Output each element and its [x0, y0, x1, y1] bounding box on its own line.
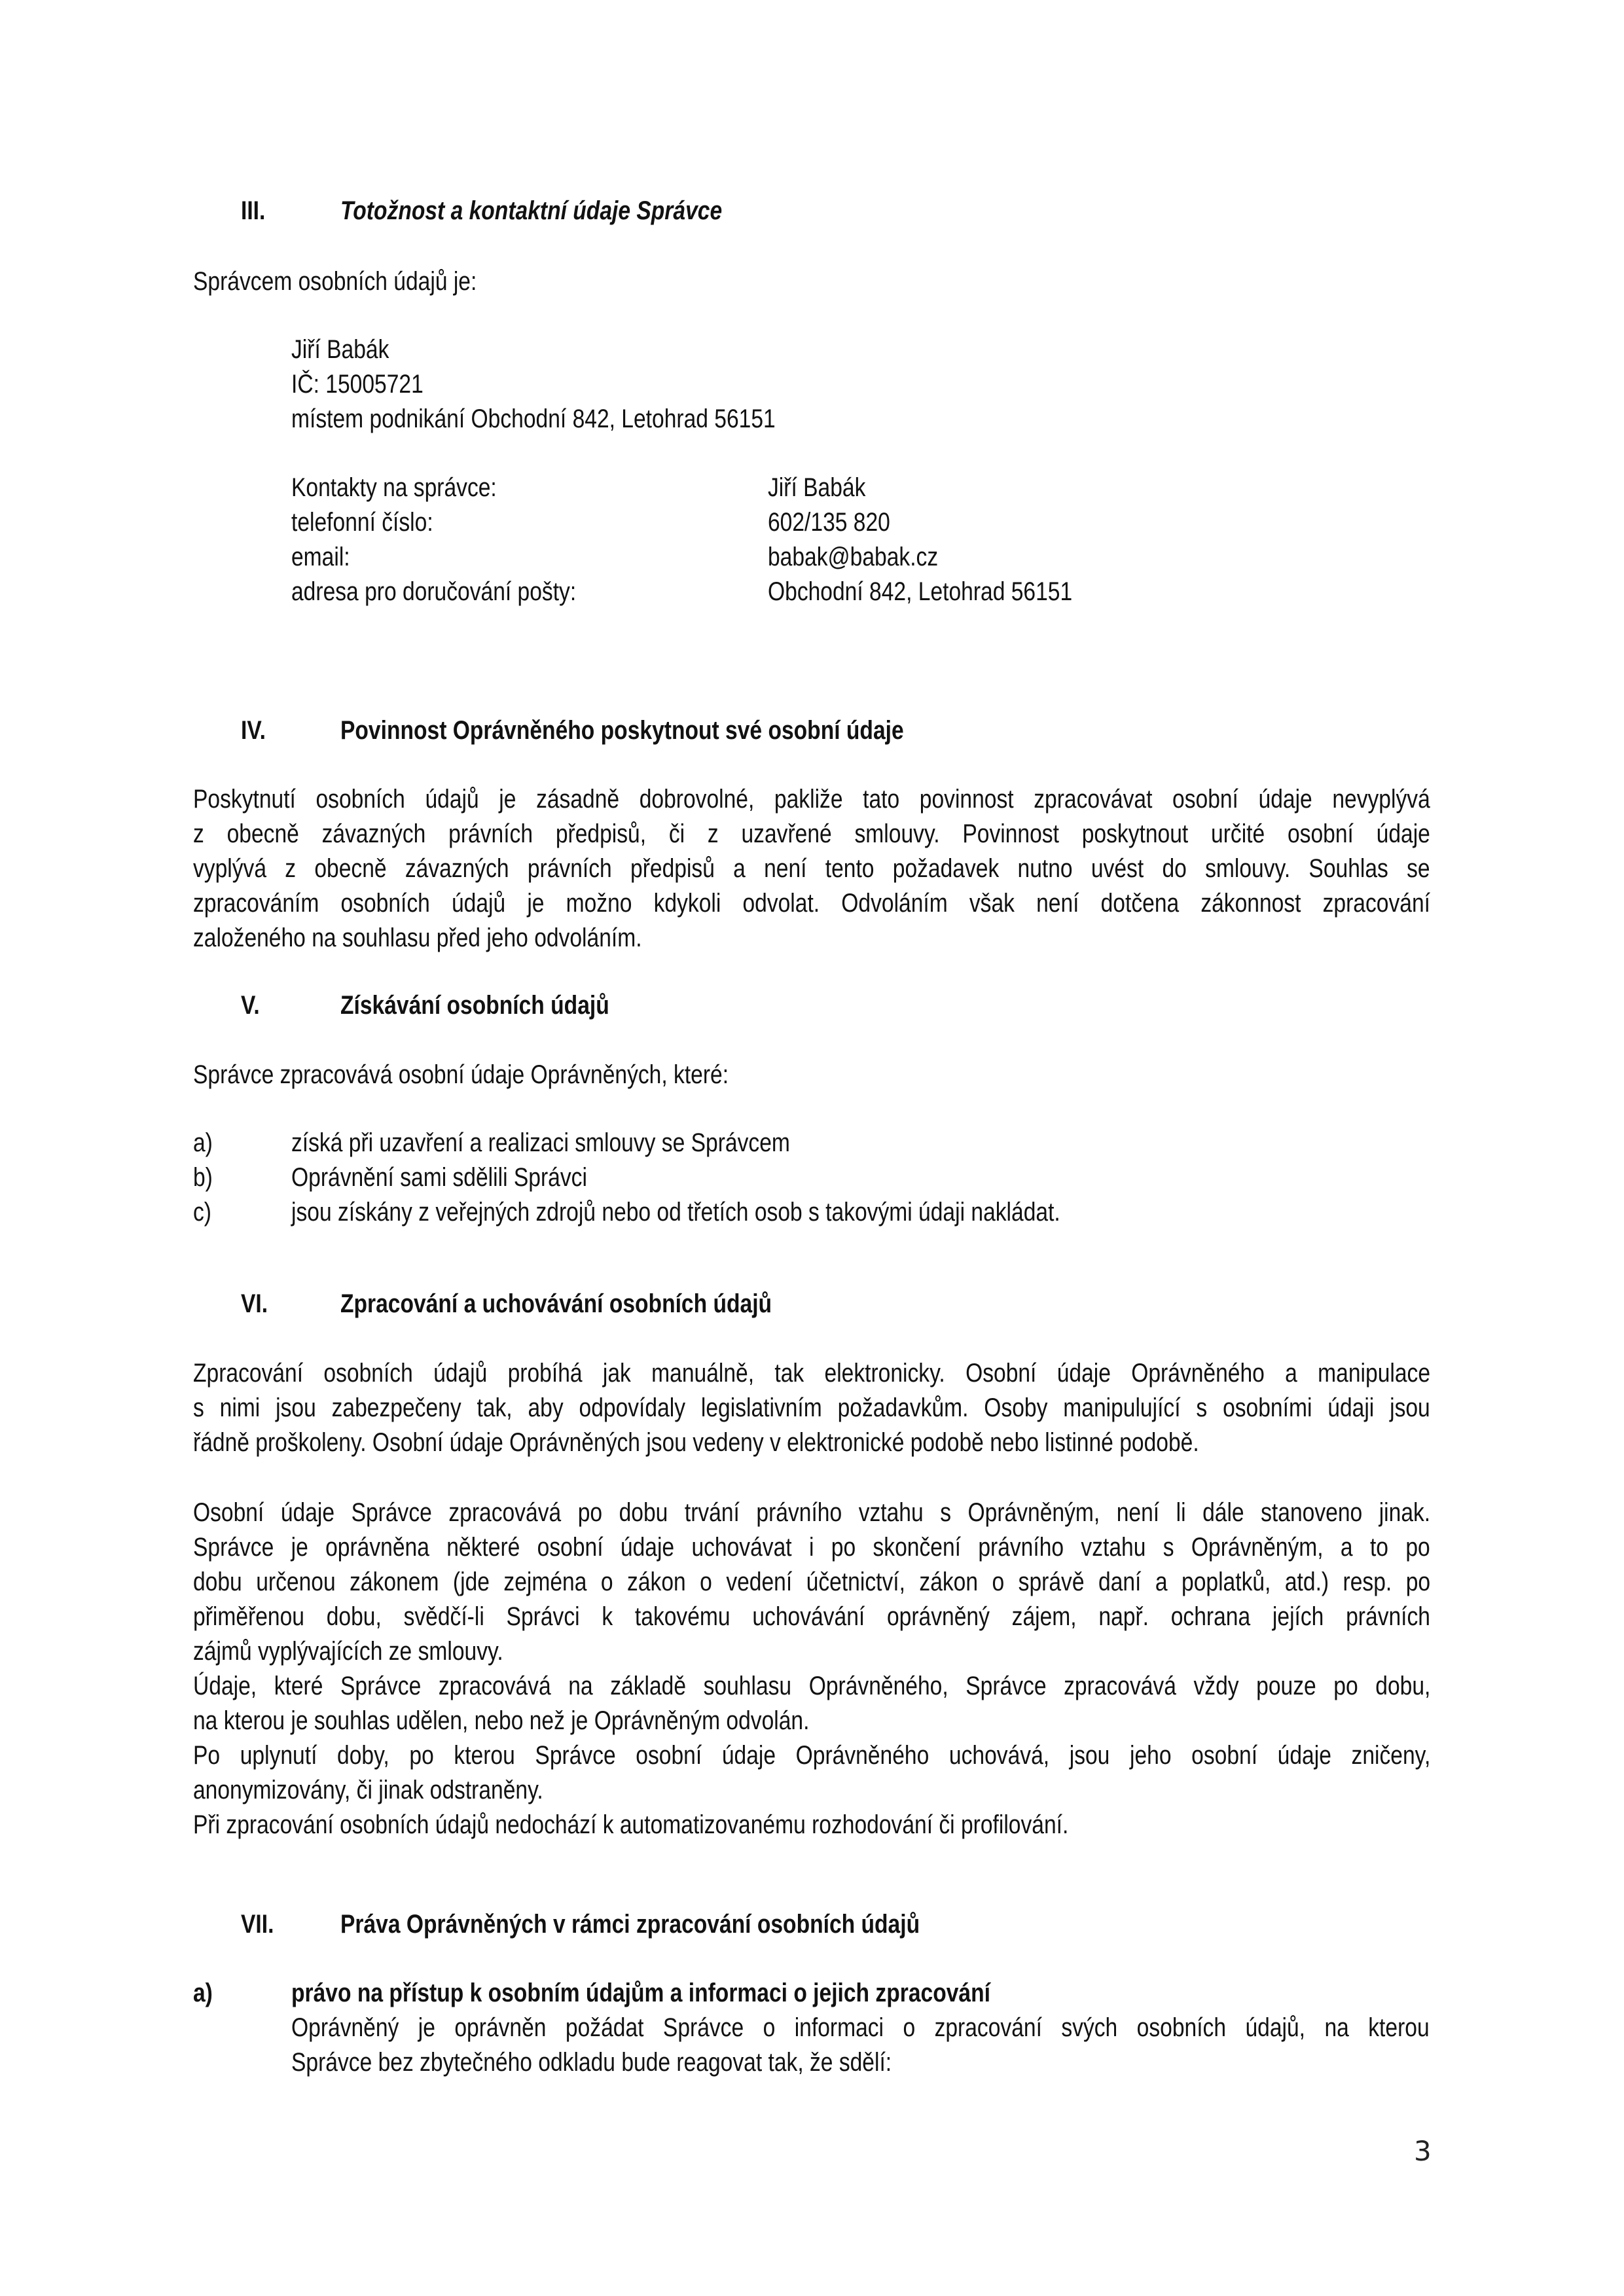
phone-value: 602/135 820	[768, 508, 890, 537]
section-6-p2-line: Při zpracování osobních údajů nedochází k automatizovanému rozhodování či profilování.	[193, 1810, 1069, 1839]
list-item-text: získá při uzavření a realizaci smlouvy se Správcem	[291, 1128, 790, 1157]
section-6-title: Zpracování a uchovávání osobních údajů	[340, 1289, 772, 1318]
section-5-number: V.	[241, 991, 260, 1020]
section-5-title: Získávání osobních údajů	[340, 991, 609, 1020]
list-item-text: jsou získány z veřejných zdrojů nebo od třetích osob s takovými údaji nakládat.	[291, 1198, 1060, 1227]
controller-ico: IČ: 15005721	[291, 370, 424, 399]
section-3-title: Totožnost a kontaktní údaje Správce	[340, 196, 723, 225]
section-4-number: IV.	[241, 716, 266, 745]
section-6-p1-line: Zpracování osobních údajů probíhá jak manuálně, tak elektronicky. Osobní údaje Oprávněného a manipulace	[193, 1359, 1431, 1388]
section-6-p1-line: s nimi jsou zabezpečeny tak, aby odpovídaly legislativním požadavkům. Osoby manipulující s osobními údaji jsou	[193, 1393, 1430, 1422]
page-number: 3	[1414, 2135, 1432, 2167]
list-item-label: a)	[193, 1128, 213, 1157]
section-4-line: Poskytnutí osobních údajů je zásadně dobrovolné, pakliže tato povinnost zpracovávat osobní údaje nevyplývá	[193, 785, 1430, 814]
postal-address-value: Obchodní 842, Letohrad 56151	[768, 577, 1073, 606]
section-6-number: VI.	[241, 1289, 268, 1318]
email-label: email:	[291, 543, 350, 571]
section-6-p2-line: přiměřenou dobu, svědčí-li Správci k takovému uchovávání oprávněný zájem, např. ochrana jejích právních	[193, 1602, 1430, 1631]
section-6-p2-line: zájmů vyplývajících ze smlouvy.	[193, 1637, 503, 1666]
list-item-text: Oprávnění sami sdělili Správci	[291, 1163, 587, 1192]
section-7-number: VII.	[241, 1910, 274, 1939]
section-6-p2-line: na kterou je souhlas udělen, nebo než je Oprávněným odvolán.	[193, 1706, 810, 1735]
contact-label: Kontakty na správce:	[291, 473, 497, 502]
right-a-label: a)	[193, 1979, 213, 2007]
right-a-line: Správce bez zbytečného odkladu bude reagovat tak, že sdělí:	[291, 2048, 892, 2077]
section-6-p2-line: dobu určenou zákonem (jde zejména o zákon o vedení účetnictví, zákon o správě daní a poplatků, atd.) resp. po	[193, 1568, 1431, 1596]
email-link[interactable]: babak@babak.cz	[768, 543, 939, 571]
list-item-label: c)	[193, 1198, 211, 1227]
section-4-line: zpracováním osobních údajů je možno kdykoli odvolat. Odvoláním však není dotčena zákonnost zpracování	[193, 889, 1430, 918]
section-7-title: Práva Oprávněných v rámci zpracování osobních údajů	[340, 1910, 920, 1939]
contact-value: Jiří Babák	[768, 473, 866, 502]
section-4-line: vyplývá z obecně závazných právních předpisů a není tento požadavek nutno uvést do smlouvy. Souhlas se	[193, 854, 1430, 883]
section-6-p2-line: Údaje, které Správce zpracovává na základě souhlasu Oprávněného, Správce zpracovává vždy pouze po dobu,	[193, 1672, 1431, 1700]
section-3-intro: Správcem osobních údajů je:	[193, 267, 477, 296]
postal-address-label: adresa pro doručování pošty:	[291, 577, 577, 606]
right-a-title: právo na přístup k osobním údajům a informaci o jejich zpracování	[291, 1979, 990, 2007]
section-3-number: III.	[241, 196, 266, 225]
section-6-p2-line: anonymizovány, či jinak odstraněny.	[193, 1776, 543, 1804]
section-4-line: založeného na souhlasu před jeho odvoláním.	[193, 924, 642, 952]
list-item-label: b)	[193, 1163, 213, 1192]
section-5-intro: Správce zpracovává osobní údaje Oprávněných, které:	[193, 1060, 729, 1089]
section-4-line: z obecně závazných právních předpisů, či z uzavřené smlouvy. Povinnost poskytnout určité osobní údaje	[193, 819, 1430, 848]
section-6-p1-line: řádně proškoleny. Osobní údaje Oprávněných jsou vedeny v elektronické podobě nebo listinné podobě.	[193, 1428, 1199, 1457]
controller-name: Jiří Babák	[291, 335, 389, 364]
controller-address: místem podnikání Obchodní 842, Letohrad 56151	[291, 404, 776, 433]
section-6-p2-line: Správce je oprávněna některé osobní údaje uchovávat i po skončení právního vztahu s Oprávněným, a to po	[193, 1533, 1430, 1562]
right-a-line: Oprávněný je oprávněn požádat Správce o informaci o zpracování svých osobních údajů, na kterou	[291, 2013, 1430, 2042]
section-4-title: Povinnost Oprávněného poskytnout své osobní údaje	[340, 716, 904, 745]
section-6-p2-line: Po uplynutí doby, po kterou Správce osobní údaje Oprávněného uchovává, jsou jeho osobní údaje zničeny,	[193, 1741, 1431, 1770]
section-6-p2-line: Osobní údaje Správce zpracovává po dobu trvání právního vztahu s Oprávněným, není li dále stanoveno jinak.	[193, 1498, 1431, 1527]
phone-label: telefonní číslo:	[291, 508, 433, 537]
